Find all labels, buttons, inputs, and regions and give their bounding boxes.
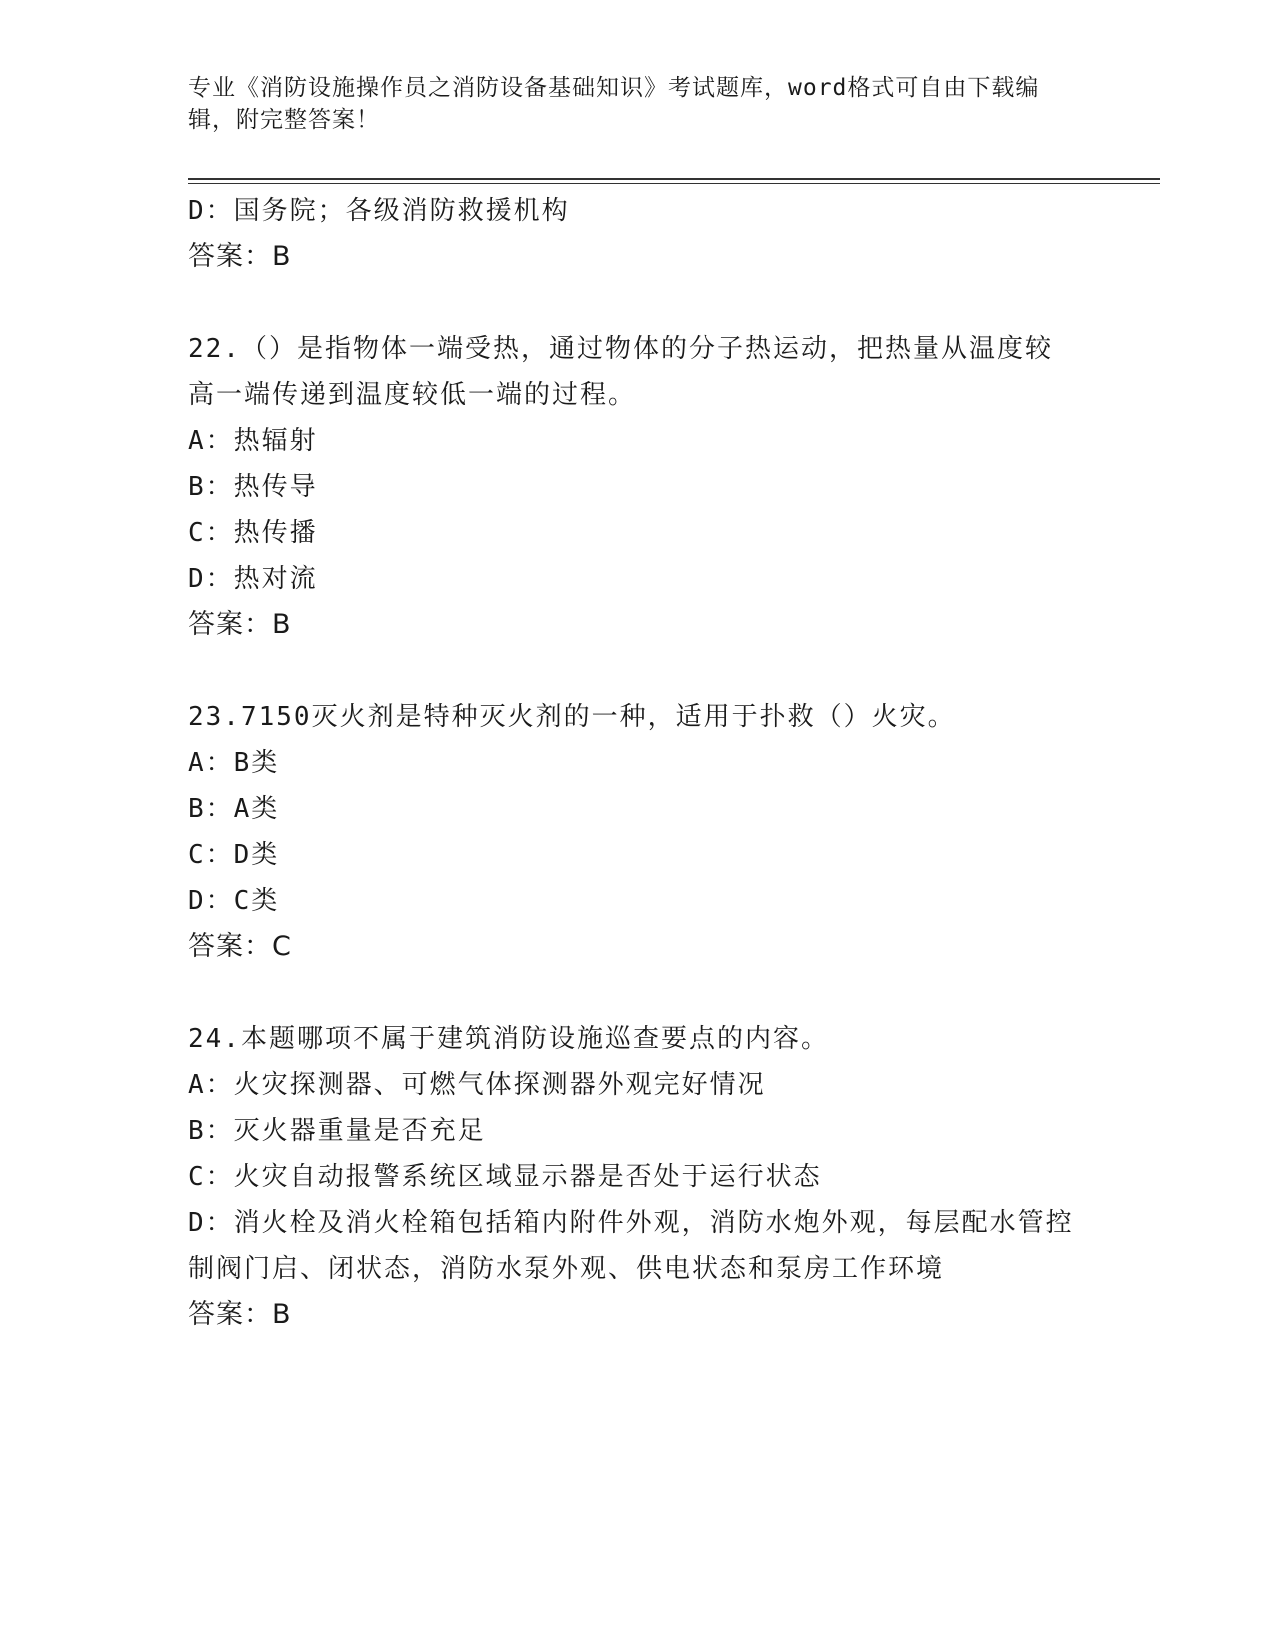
option-a: A：B类 xyxy=(188,748,280,778)
option-c: C：热传播 xyxy=(188,518,318,548)
option-c: C：火灾自动报警系统区域显示器是否处于运行状态 xyxy=(188,1162,822,1192)
prev-question-tail xyxy=(188,188,1078,280)
option-d: D：热对流 xyxy=(188,564,318,594)
answer: 答案：B xyxy=(188,1299,292,1330)
option-b: B：A类 xyxy=(188,794,280,824)
option-d: D：C类 xyxy=(188,886,280,916)
answer: 答案：B xyxy=(188,609,292,640)
answer: 答案：B xyxy=(188,241,292,272)
answer: 答案：C xyxy=(188,931,292,962)
option-d: D：消火栓及消火栓箱包括箱内附件外观，消防水炮外观，每层配水管控制阀门启、闭状态，消防水泵外观、供电状态和泵房工作环境 xyxy=(188,1208,1074,1284)
header-rule-thin xyxy=(188,183,1160,184)
option-d: D：国务院；各级消防救援机构 xyxy=(188,196,570,226)
spacer xyxy=(188,280,1078,326)
question-22 xyxy=(188,326,1078,648)
page-header: 专业《消防设施操作员之消防设备基础知识》考试题库，word格式可自由下载编辑，附完整答案！ xyxy=(188,75,1040,133)
question-24 xyxy=(188,1016,1078,1338)
option-a: A：火灾探测器、可燃气体探测器外观完好情况 xyxy=(188,1070,766,1100)
header-rule-thick xyxy=(188,178,1160,180)
question-stem: 24.本题哪项不属于建筑消防设施巡查要点的内容。 xyxy=(188,1024,829,1054)
spacer xyxy=(188,970,1078,1016)
spacer xyxy=(188,648,1078,694)
option-c: C：D类 xyxy=(188,840,280,870)
question-content xyxy=(188,188,1078,1338)
question-stem: 23.7150灭火剂是特种灭火剂的一种，适用于扑救（）火灾。 xyxy=(188,702,956,732)
option-b: B：热传导 xyxy=(188,472,318,502)
question-stem: 22.（）是指物体一端受热，通过物体的分子热运动，把热量从温度较高一端传递到温度较低一端的过程。 xyxy=(188,334,1053,410)
option-b: B：灭火器重量是否充足 xyxy=(188,1116,486,1146)
question-23 xyxy=(188,694,1078,970)
option-a: A：热辐射 xyxy=(188,426,318,456)
